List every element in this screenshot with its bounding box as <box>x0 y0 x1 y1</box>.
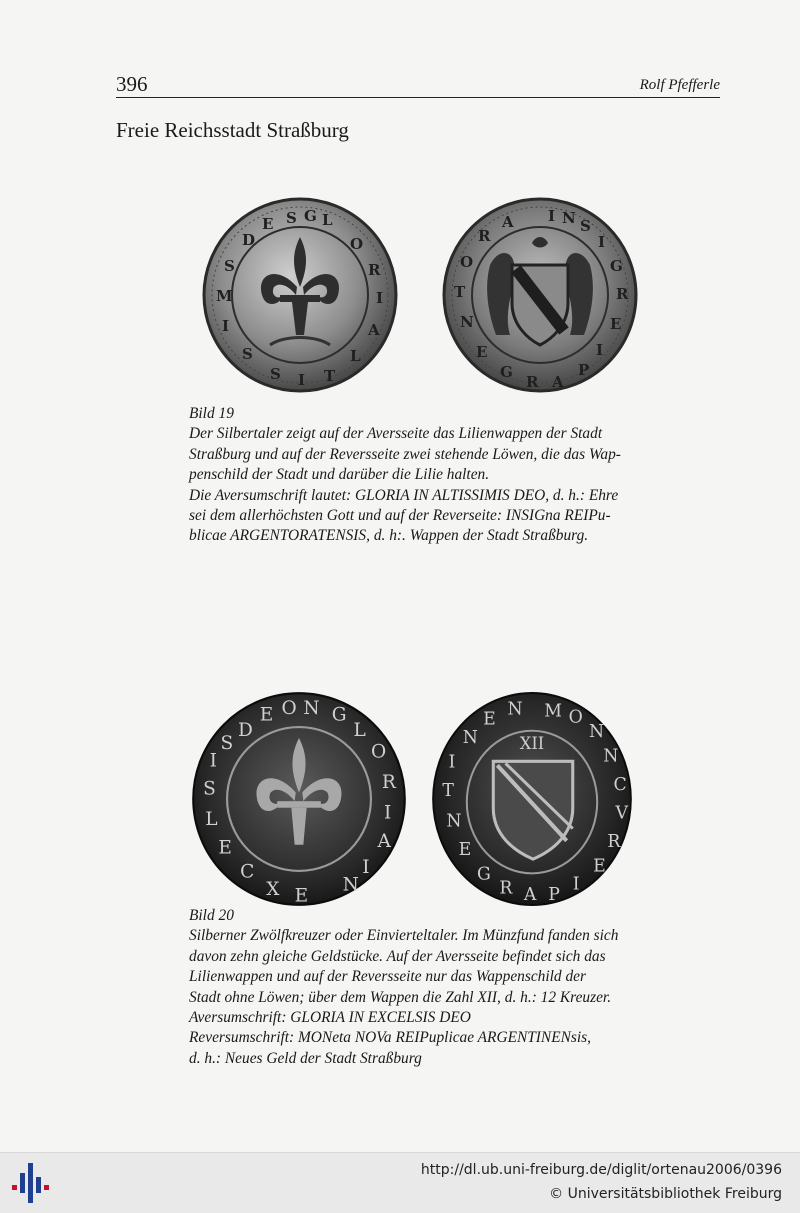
svg-text:I: I <box>362 857 370 879</box>
svg-text:L: L <box>350 347 361 365</box>
svg-text:E: E <box>593 856 606 877</box>
svg-text:N: N <box>603 746 619 767</box>
caption-line: blicae ARGENTORATENSIS, d. h:. Wappen der Stadt Straßburg. <box>189 527 589 545</box>
svg-text:E: E <box>294 885 309 907</box>
figure-20-caption <box>189 906 669 1069</box>
svg-text:N: N <box>507 699 523 720</box>
svg-text:L: L <box>322 211 333 229</box>
svg-text:I: I <box>548 207 556 225</box>
svg-text:A: A <box>552 373 564 391</box>
svg-text:S: S <box>580 217 591 235</box>
svg-text:R: R <box>607 831 621 852</box>
svg-text:P: P <box>578 361 590 379</box>
figure-19-caption <box>189 404 669 547</box>
caption-line: Lilienwappen und auf der Reversseite nur das Wappenschild der <box>189 968 586 986</box>
caption-line: sei dem allerhöchsten Gott und auf der Reverseite: INSIGna REIPu- <box>189 507 611 525</box>
header-rule <box>116 97 720 98</box>
svg-text:I: I <box>598 233 606 251</box>
svg-text:N: N <box>562 209 576 227</box>
svg-text:R: R <box>381 772 396 794</box>
svg-text:A: A <box>502 213 514 231</box>
figure-label: Bild 20 <box>189 907 234 924</box>
copyright-credit: © Universitätsbibliothek Freiburg <box>549 1186 782 1202</box>
svg-text:S: S <box>220 732 234 754</box>
digital-library-footer <box>0 1152 800 1213</box>
caption-line: Die Aversumschrift lautet: GLORIA IN ALTISSIMIS DEO, d. h.: Ehre <box>189 486 619 504</box>
svg-text:O: O <box>568 707 583 728</box>
svg-text:E: E <box>218 837 232 859</box>
svg-text:G: G <box>610 257 623 275</box>
caption-line: Straßburg und auf der Reversseite zwei stehende Löwen, die das Wap- <box>189 445 621 463</box>
svg-text:T: T <box>324 367 336 385</box>
coin-obverse-lily-image <box>200 195 400 395</box>
svg-text:XII: XII <box>519 734 545 754</box>
caption-line: Der Silbertaler zeigt auf der Aversseite das Lilienwappen der Stadt <box>189 425 603 443</box>
section-title: Freie Reichsstadt Straßburg <box>116 118 349 142</box>
ub-freiburg-logo-icon[interactable] <box>10 1159 52 1207</box>
caption-line: penschild der Stadt und darüber die Lilie halten. <box>189 466 490 484</box>
svg-text:I: I <box>222 317 230 335</box>
svg-text:C: C <box>613 774 627 795</box>
svg-text:R: R <box>499 878 513 899</box>
svg-text:R: R <box>368 261 381 279</box>
svg-text:R: R <box>526 373 539 391</box>
caption-line: Silberner Zwölfkreuzer oder Einvierteltaler. Im Münzfund fanden sich <box>189 927 619 945</box>
caption-line: Aversumschrift: GLORIA IN EXCELSIS DEO <box>189 1009 471 1027</box>
svg-text:N: N <box>589 721 605 742</box>
svg-text:G: G <box>500 363 513 381</box>
source-url-link[interactable]: http://dl.ub.uni-freiburg.de/diglit/ortenau2006/0396 <box>420 1162 782 1178</box>
caption-line: davon zehn gleiche Geldstücke. Auf der Aversseite befindet sich das <box>189 947 606 965</box>
svg-text:E: E <box>483 709 496 730</box>
caption-line: Stadt ohne Löwen; über dem Wappen die Zahl XII, d. h.: 12 Kreuzer. <box>189 988 612 1006</box>
svg-text:I: I <box>572 874 580 895</box>
coin-obverse-lily-dark-image <box>190 690 408 908</box>
svg-text:R: R <box>616 285 629 303</box>
svg-text:L: L <box>205 809 218 831</box>
svg-text:A: A <box>368 321 380 339</box>
svg-text:N: N <box>460 313 474 331</box>
svg-text:I: I <box>448 752 456 773</box>
svg-text:D: D <box>242 231 256 249</box>
caption-line: d. h.: Neues Geld der Stadt Straßburg <box>189 1049 422 1067</box>
svg-text:E: E <box>259 704 274 726</box>
svg-text:X: X <box>266 878 280 900</box>
svg-text:G: G <box>476 864 491 885</box>
page-number: 396 <box>116 72 148 96</box>
svg-text:O: O <box>460 253 474 271</box>
svg-text:E: E <box>262 215 274 233</box>
svg-text:S: S <box>224 257 235 275</box>
svg-text:S: S <box>286 209 297 227</box>
running-head-author: Rolf Pfefferle <box>639 77 720 93</box>
svg-text:G: G <box>304 207 317 225</box>
svg-text:I: I <box>376 289 384 307</box>
svg-text:C: C <box>240 861 255 883</box>
figure-19-coins <box>0 195 800 395</box>
svg-text:S: S <box>270 365 281 383</box>
svg-text:T: T <box>454 283 466 301</box>
figure-20-coins <box>0 690 800 907</box>
svg-text:R: R <box>478 227 491 245</box>
svg-text:I: I <box>596 341 604 359</box>
svg-text:A: A <box>523 884 537 905</box>
svg-text:M: M <box>544 701 562 722</box>
svg-text:S: S <box>203 778 216 800</box>
svg-text:P: P <box>548 884 560 905</box>
caption-line: Reversumschrift: MONeta NOVa REIPuplicae ARGENTINENsis, <box>189 1029 591 1047</box>
svg-text:I: I <box>209 750 217 772</box>
figure-label: Bild 19 <box>189 405 234 422</box>
svg-text:N: N <box>446 811 462 832</box>
svg-text:S: S <box>242 345 253 363</box>
svg-text:T: T <box>442 780 454 801</box>
svg-text:I: I <box>384 802 392 824</box>
svg-text:A: A <box>377 830 391 852</box>
coin-reverse-lions-image <box>440 195 640 395</box>
svg-text:E: E <box>476 343 488 361</box>
svg-text:O: O <box>370 741 387 763</box>
svg-text:V: V <box>615 803 629 824</box>
svg-text:E: E <box>610 315 622 333</box>
svg-text:N: N <box>342 874 359 896</box>
svg-text:I: I <box>298 371 306 389</box>
svg-text:O: O <box>281 697 297 719</box>
svg-text:L: L <box>353 719 366 741</box>
svg-text:E: E <box>458 840 472 861</box>
svg-text:M: M <box>216 287 233 305</box>
svg-text:O: O <box>350 235 364 253</box>
svg-text:N: N <box>303 697 320 719</box>
coin-reverse-shield-xii-image <box>430 690 634 908</box>
svg-text:G: G <box>331 704 347 726</box>
svg-text:N: N <box>462 727 478 748</box>
svg-text:D: D <box>237 719 253 741</box>
